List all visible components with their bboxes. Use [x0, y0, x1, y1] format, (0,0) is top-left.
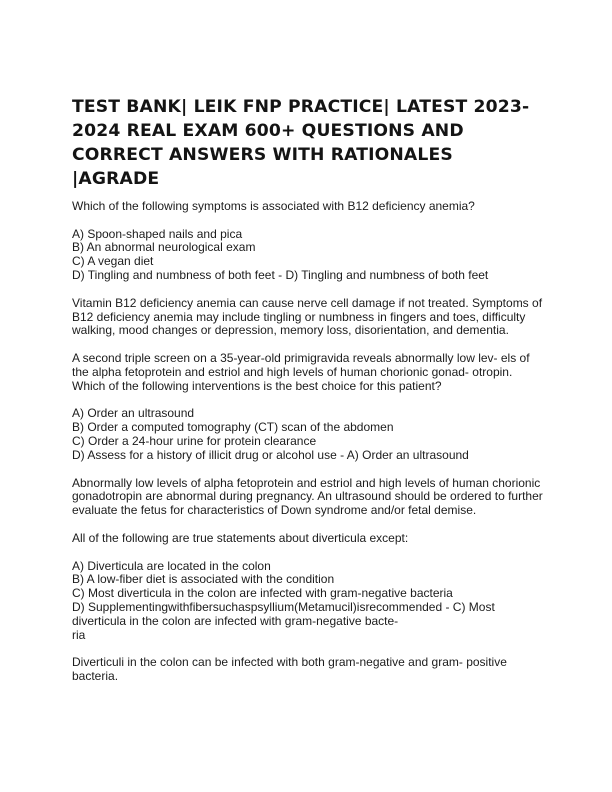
option-b: B) An abnormal neurological exam	[72, 240, 256, 255]
rationale-1: Vitamin B12 deficiency anemia can cause nerve cell damage if not treated. Symptoms of B12 deficiency anemia may include tingling or numbness in fingers and toes, difficulty walking, mood changes or depression, memory loss, disorientation, and dementia.	[72, 295, 543, 338]
document-body	[72, 200, 544, 684]
document-title: TEST BANK| LEIK FNP PRACTICE| LATEST 2023-2024 REAL EXAM 600+ QUESTIONS AND CORRECT ANSWERS WITH RATIONALES |AGRADE	[72, 97, 530, 189]
option-c: C) A vegan diet	[72, 254, 154, 269]
question-3: All of the following are true statements about diverticula except:	[72, 530, 409, 545]
option-d: D) Supplementingwithfibersuchaspsyllium(Metamucil)isrecommended - C) Most diverticula in the colon are infected with gram-negative bacte-	[72, 599, 495, 628]
option-b: B) A low-fiber diet is associated with the condition	[72, 572, 335, 587]
option-d: D) Assess for a history of illicit drug or alcohol use - A) Order an ultrasound	[72, 447, 469, 462]
option-a: A) Diverticula are located in the colon	[72, 558, 271, 573]
question-1-options	[72, 228, 544, 283]
question-1: Which of the following symptoms is associated with B12 deficiency anemia?	[72, 199, 475, 213]
option-d: D) Tingling and numbness of both feet - D) Tingling and numbness of both feet	[72, 267, 489, 282]
question-3-options	[72, 560, 544, 643]
option-b: B) Order a computed tomography (CT) scan of the abdomen	[72, 420, 394, 435]
option-a: A) Order an ultrasound	[72, 406, 195, 421]
rationale-2: Abnormally low levels of alpha fetoprotein and estriol and high levels of human chorionic gonadotropin are abnormal during pregnancy. An ultrasound should be ordered to further evaluate the fetus for characteristics of Down syndrome and/or fetal demise.	[72, 475, 543, 518]
rationale-3: Diverticuli in the colon can be infected with both gram-negative and gram- positive bacteria.	[72, 655, 507, 684]
question-2-options	[72, 407, 544, 462]
option-a: A) Spoon-shaped nails and pica	[72, 226, 243, 241]
option-c: C) Most diverticula in the colon are infected with gram-negative bacteria	[72, 586, 453, 601]
option-d-continued: ria	[72, 627, 86, 642]
option-c: C) Order a 24-hour urine for protein clearance	[72, 433, 317, 448]
question-2: A second triple screen on a 35-year-old primigravida reveals abnormally low lev- els of the alpha fetoprotein and estriol and high levels of human chorionic gonad- otropin. Which of the following interventions is the best choice for this patient?	[72, 351, 530, 393]
